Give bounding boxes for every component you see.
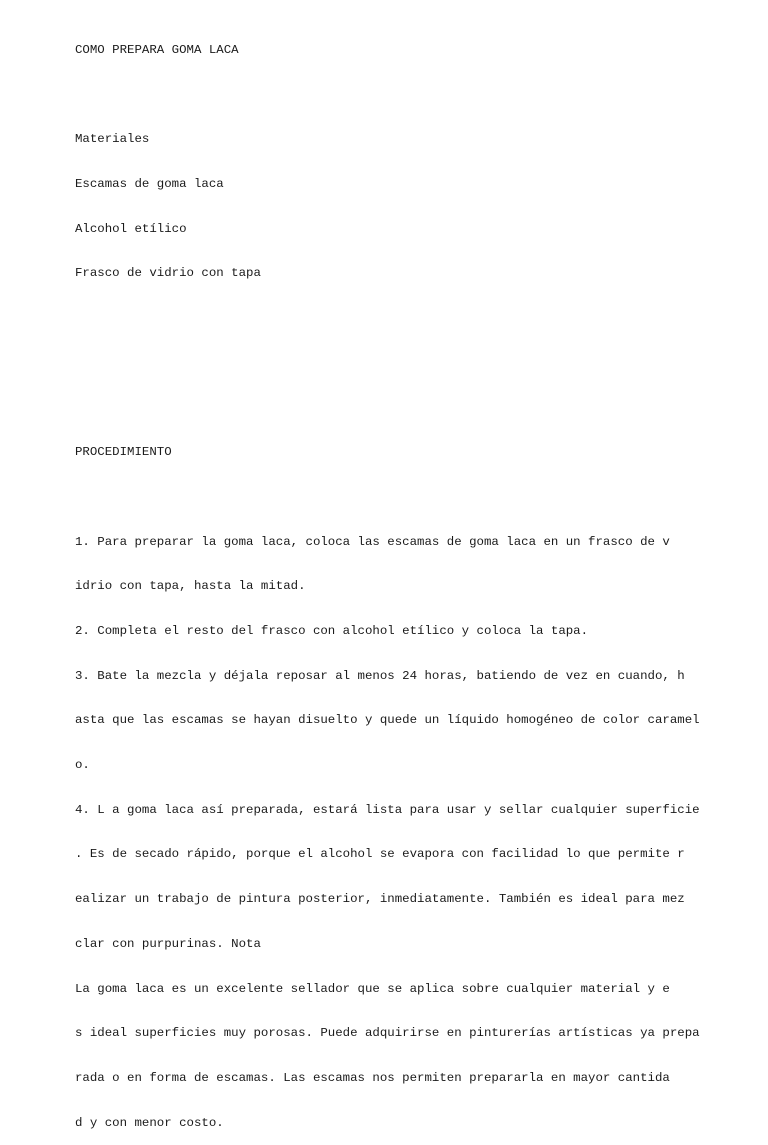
procedure-line: clar con purpurinas. Nota bbox=[75, 936, 261, 951]
procedure-line: 3. Bate la mezcla y déjala reposar al menos 24 horas, batiendo de vez en cuando, h bbox=[75, 668, 685, 683]
procedure-heading: PROCEDIMIENTO bbox=[75, 445, 172, 460]
procedure-line: s ideal superficies muy porosas. Puede adquirirse en pinturerías artísticas ya prepa bbox=[75, 1026, 700, 1041]
procedure-line: d y con menor costo. bbox=[75, 1115, 224, 1130]
spacer bbox=[75, 400, 715, 415]
materials-heading: Materiales bbox=[75, 132, 150, 147]
procedure-line: o. bbox=[75, 758, 90, 773]
spacer bbox=[75, 356, 715, 371]
document-page bbox=[75, 13, 715, 1145]
spacer bbox=[75, 88, 715, 103]
procedure-line: 2. Completa el resto del frasco con alcohol etílico y coloca la tapa. bbox=[75, 623, 589, 638]
procedure-line: idrio con tapa, hasta la mitad. bbox=[75, 579, 306, 594]
material-item: Frasco de vidrio con tapa bbox=[75, 266, 261, 281]
procedure-line: 4. L a goma laca así preparada, estará lista para usar y sellar cualquier superficie bbox=[75, 802, 700, 817]
spacer bbox=[75, 490, 715, 505]
material-item: Escamas de goma laca bbox=[75, 176, 224, 191]
spacer bbox=[75, 311, 715, 326]
procedure-line: ealizar un trabajo de pintura posterior, inmediatamente. También es ideal para mez bbox=[75, 892, 685, 907]
procedure-line: 1. Para preparar la goma laca, coloca las escamas de goma laca en un frasco de v bbox=[75, 534, 670, 549]
procedure-line: . Es de secado rápido, porque el alcohol se evapora con facilidad lo que permite r bbox=[75, 847, 685, 862]
procedure-line: asta que las escamas se hayan disuelto y quede un líquido homogéneo de color caramel bbox=[75, 713, 700, 728]
procedure-line: La goma laca es un excelente sellador que se aplica sobre cualquier material y e bbox=[75, 981, 670, 996]
procedure-line: rada o en forma de escamas. Las escamas nos permiten prepararla en mayor cantida bbox=[75, 1070, 670, 1085]
material-item: Alcohol etílico bbox=[75, 221, 187, 236]
document-title: COMO PREPARA GOMA LACA bbox=[75, 42, 239, 57]
